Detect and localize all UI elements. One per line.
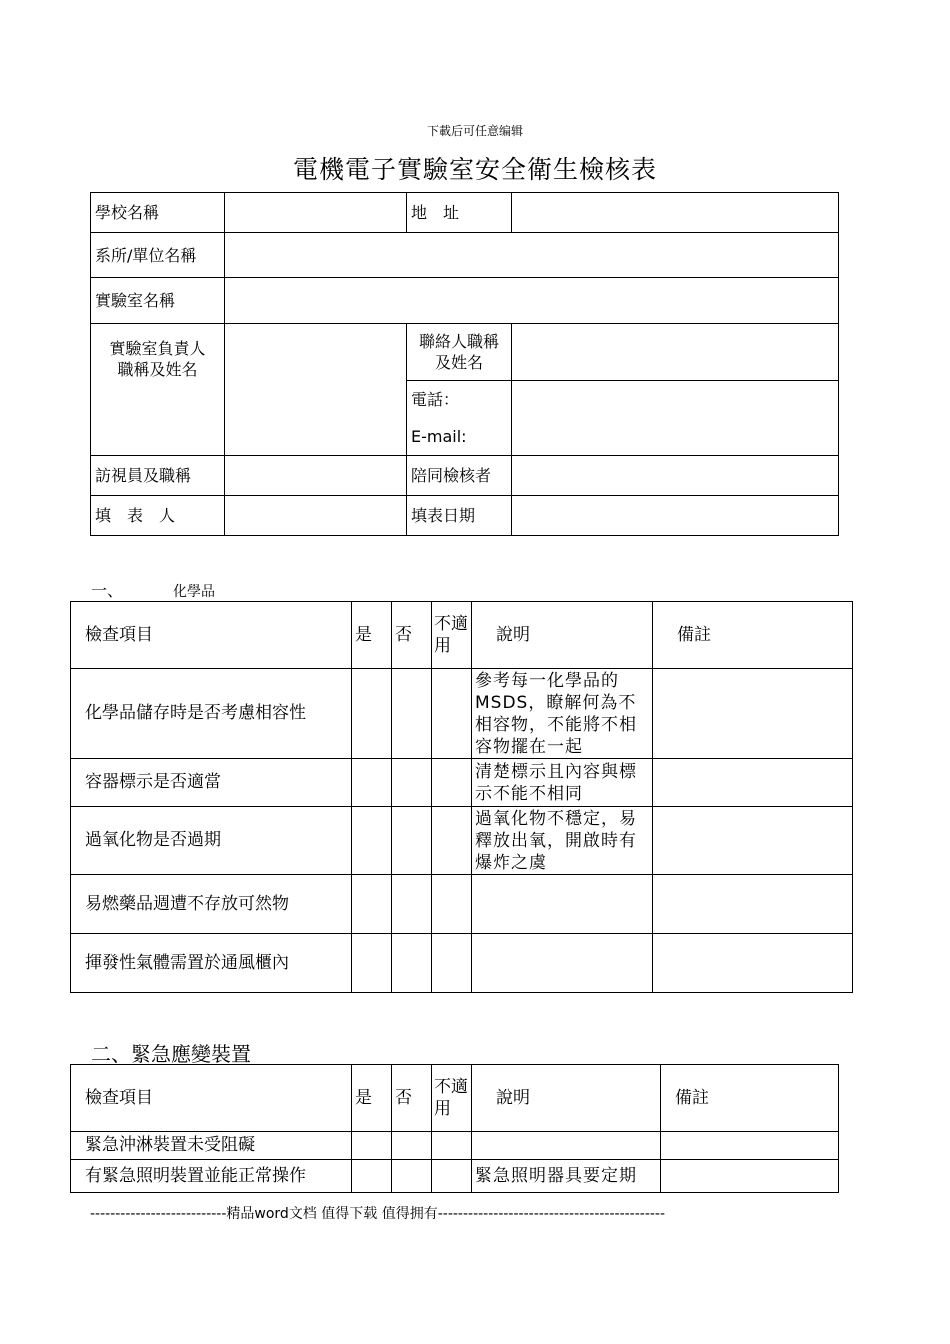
filler-label: 填 表 人 bbox=[91, 496, 225, 536]
lab-label: 實驗室名稱 bbox=[91, 278, 225, 324]
visitor-label: 訪視員及職稱 bbox=[91, 456, 225, 496]
yes-check[interactable] bbox=[352, 807, 392, 875]
emergency-table bbox=[70, 1064, 839, 1193]
note-field[interactable] bbox=[653, 875, 853, 934]
accompany-label: 陪同檢核者 bbox=[407, 456, 512, 496]
table-row-desc bbox=[472, 1132, 661, 1160]
table-row-item: 有緊急照明裝置並能正常操作 bbox=[71, 1160, 352, 1193]
section1-subtitle: 化學品 bbox=[173, 584, 216, 600]
date-label: 填表日期 bbox=[407, 496, 512, 536]
yes-check[interactable] bbox=[352, 934, 392, 993]
address-field[interactable] bbox=[512, 193, 839, 233]
table-row-item: 過氧化物是否過期 bbox=[71, 807, 352, 875]
header-na: 不適用 bbox=[432, 602, 472, 669]
table-row-desc: 清楚標示且內容與標示不能不相同 bbox=[472, 759, 653, 807]
header-no: 否 bbox=[392, 1065, 432, 1132]
contact-label: 聯絡人職稱及姓名 bbox=[407, 324, 512, 381]
table-row-desc: 過氧化物不穩定，易釋放出氧，開啟時有爆炸之虞 bbox=[472, 807, 653, 875]
no-check[interactable] bbox=[392, 807, 432, 875]
address-label: 地 址 bbox=[407, 193, 512, 233]
note-field[interactable] bbox=[661, 1160, 839, 1193]
table-row-item: 化學品儲存時是否考慮相容性 bbox=[71, 669, 352, 759]
header-item: 檢查項目 bbox=[71, 1065, 352, 1132]
email-label: E-mail: bbox=[411, 427, 467, 446]
header-note: 備註 bbox=[653, 602, 853, 669]
dept-label: 系所/單位名稱 bbox=[91, 233, 225, 278]
phone-email-field[interactable] bbox=[512, 381, 839, 456]
page-title: 電機電子實驗室安全衛生檢核表 bbox=[292, 155, 657, 184]
phone-label: 電話： bbox=[411, 390, 460, 409]
no-check[interactable] bbox=[392, 759, 432, 807]
na-check[interactable] bbox=[432, 1160, 472, 1193]
yes-check[interactable] bbox=[352, 1132, 392, 1160]
na-check[interactable] bbox=[432, 1132, 472, 1160]
no-check[interactable] bbox=[392, 934, 432, 993]
header-item: 檢查項目 bbox=[71, 602, 352, 669]
section2-heading: 二、緊急應變裝置 bbox=[91, 1042, 251, 1066]
date-field[interactable] bbox=[512, 496, 839, 536]
no-check[interactable] bbox=[392, 875, 432, 934]
header-note: 備註 bbox=[661, 1065, 839, 1132]
note-field[interactable] bbox=[653, 807, 853, 875]
lab-head-label: 實驗室負責人職稱及姓名 bbox=[91, 324, 225, 456]
header-yes: 是 bbox=[352, 1065, 392, 1132]
info-table bbox=[90, 192, 839, 536]
yes-check[interactable] bbox=[352, 759, 392, 807]
table-row-desc: 緊急照明器具要定期 bbox=[472, 1160, 661, 1193]
na-check[interactable] bbox=[432, 759, 472, 807]
no-check[interactable] bbox=[392, 1160, 432, 1193]
no-check[interactable] bbox=[392, 669, 432, 759]
visitor-field[interactable] bbox=[225, 456, 407, 496]
note-field[interactable] bbox=[653, 669, 853, 759]
note-field[interactable] bbox=[653, 759, 853, 807]
header-desc: 說明 bbox=[472, 602, 653, 669]
yes-check[interactable] bbox=[352, 1160, 392, 1193]
filler-field[interactable] bbox=[225, 496, 407, 536]
na-check[interactable] bbox=[432, 875, 472, 934]
table-row-desc bbox=[472, 875, 653, 934]
contact-field[interactable] bbox=[512, 324, 839, 381]
header-note: 下載后可任意编辑 bbox=[426, 124, 523, 138]
accompany-field[interactable] bbox=[512, 456, 839, 496]
dept-field[interactable] bbox=[225, 233, 839, 278]
footer-note: ---------------------------精品word文档 值得下载 值得拥有--------------------------------------------- bbox=[90, 1206, 666, 1222]
table-row-item: 緊急沖淋裝置未受阻礙 bbox=[71, 1132, 352, 1160]
table-row-item: 揮發性氣體需置於通風櫃內 bbox=[71, 934, 352, 993]
header-na: 不適用 bbox=[432, 1065, 472, 1132]
na-check[interactable] bbox=[432, 807, 472, 875]
header-desc: 說明 bbox=[472, 1065, 661, 1132]
table-row-desc bbox=[472, 934, 653, 993]
no-check[interactable] bbox=[392, 1132, 432, 1160]
school-field[interactable] bbox=[225, 193, 407, 233]
yes-check[interactable] bbox=[352, 875, 392, 934]
section1-heading bbox=[91, 578, 215, 601]
lab-head-field[interactable] bbox=[225, 324, 407, 456]
school-label: 學校名稱 bbox=[91, 193, 225, 233]
section1-number: 一、 bbox=[91, 581, 124, 600]
yes-check[interactable] bbox=[352, 669, 392, 759]
na-check[interactable] bbox=[432, 934, 472, 993]
na-check[interactable] bbox=[432, 669, 472, 759]
table-row-item: 容器標示是否適當 bbox=[71, 759, 352, 807]
note-field[interactable] bbox=[661, 1132, 839, 1160]
phone-email-cell bbox=[407, 381, 512, 456]
header-yes: 是 bbox=[352, 602, 392, 669]
note-field[interactable] bbox=[653, 934, 853, 993]
table-row-item: 易燃藥品週遭不存放可然物 bbox=[71, 875, 352, 934]
lab-field[interactable] bbox=[225, 278, 839, 324]
table-row-desc: 參考每一化學品的MSDS，瞭解何為不相容物，不能將不相容物擺在一起 bbox=[472, 669, 653, 759]
header-no: 否 bbox=[392, 602, 432, 669]
chemicals-table bbox=[70, 601, 853, 993]
